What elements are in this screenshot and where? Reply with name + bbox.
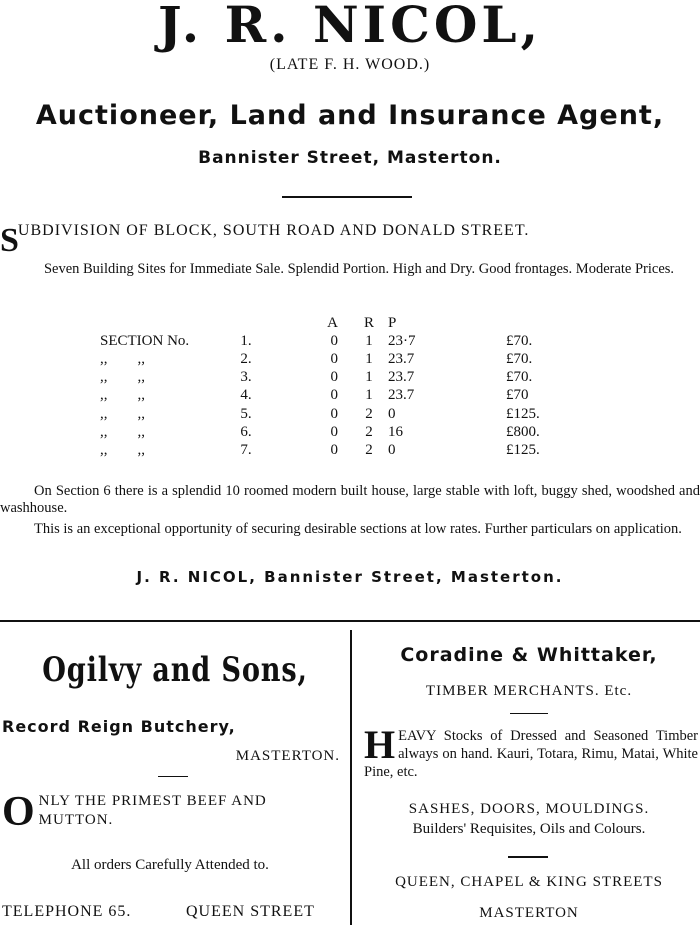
table-row (100, 369, 606, 387)
price-cell: £70. (506, 369, 533, 386)
short-divider (508, 856, 548, 858)
subdivision-description: Seven Building Sites for Immediate Sale. Splendid Portion. High and Dry. Good frontages. Moderate Prices. (43, 261, 675, 277)
builders-line: Builders' Requisites, Oils and Colours. (412, 821, 646, 837)
roods-cell: 2 (365, 441, 373, 458)
column-divider (350, 630, 352, 925)
price-cell: £70. (506, 350, 533, 367)
acres-cell: 0 (330, 350, 338, 367)
coradine-name: Coradine & Whittaker, (400, 644, 658, 666)
section-number-cell: 6. (240, 423, 252, 440)
section-label-cell: ,, ,, (100, 423, 145, 440)
column-header: P (388, 314, 397, 331)
subdivision-heading-text: UBDIVISION OF BLOCK, SOUTH ROAD AND DONALD STREET. (17, 222, 530, 239)
timber-stock-body: EAVY Stocks of Dressed and Seasoned Timber always on hand. Kauri, Totara, Rimu, Matai, White Pine, etc. (364, 728, 698, 780)
ogilvy-street: QUEEN STREET (186, 903, 315, 920)
perches-cell: 16 (388, 423, 403, 440)
timber-stock-text (364, 722, 698, 781)
table-row (100, 350, 606, 368)
section-number-cell: 1. (240, 332, 252, 349)
section-number-cell: 7. (240, 441, 252, 458)
short-dash (158, 776, 188, 777)
profession-heading: Auctioneer, Land and Insurance Agent, (35, 100, 665, 131)
section-number-cell: 4. (240, 387, 252, 404)
subdivision-heading (0, 222, 530, 259)
ogilvy-town: MASTERTON. (235, 748, 340, 764)
roods-cell: 1 (365, 350, 373, 367)
perches-cell: 23·7 (388, 332, 416, 349)
former-name: (LATE F. H. WOOD.) (269, 56, 431, 73)
advertiser-name: J. R. NICOL, (158, 0, 542, 54)
section-label-cell: SECTION No. (100, 332, 190, 349)
roods-cell: 1 (365, 369, 373, 386)
table-header-row (100, 314, 606, 332)
coradine-streets: QUEEN, CHAPEL & KING STREETS (395, 874, 663, 890)
ogilvy-tagline-text: NLY THE PRIMEST BEEF AND MUTTON. (38, 793, 267, 828)
roods-cell: 1 (365, 387, 373, 404)
price-cell: £125. (506, 405, 540, 422)
perches-cell: 23.7 (388, 350, 415, 367)
table-row (100, 332, 606, 350)
perches-cell: 0 (388, 441, 396, 458)
price-cell: £70. (506, 332, 533, 349)
section-number-cell: 5. (240, 405, 252, 422)
section-label-cell: ,, ,, (100, 369, 145, 386)
sections-table (100, 314, 606, 460)
section-label-cell: ,, ,, (100, 350, 145, 367)
section-number-cell: 2. (240, 350, 252, 367)
section-six-paragraph: On Section 6 there is a splendid 10 roomed modern built house, large stable with loft, buggy shed, woodshed and washhouse. (0, 483, 700, 516)
section-label-cell: ,, ,, (100, 387, 145, 404)
table-row (100, 405, 606, 423)
signoff-line: J. R. NICOL, Bannister Street, Masterton. (136, 568, 564, 586)
table-row (100, 387, 606, 405)
orders-note: All orders Carefully Attended to. (71, 857, 269, 873)
price-cell: £70 (506, 387, 529, 404)
business-address: Bannister Street, Masterton. (198, 148, 502, 168)
acres-cell: 0 (330, 369, 338, 386)
ogilvy-name: Ogilvy and Sons, (42, 650, 308, 690)
roods-cell: 1 (365, 332, 373, 349)
acres-cell: 0 (330, 441, 338, 458)
perches-cell: 23.7 (388, 369, 415, 386)
table-row (100, 423, 606, 441)
acres-cell: 0 (330, 423, 338, 440)
trade-description: TIMBER MERCHANTS. Etc. (425, 683, 633, 699)
dropcap-letter: O (2, 789, 36, 835)
dropcap-letter: S (0, 222, 20, 259)
sashes-line: SASHES, DOORS, MOULDINGS. (408, 801, 650, 817)
butchery-name: Record Reign Butchery, (2, 717, 236, 736)
coradine-town: MASTERTON (479, 905, 579, 921)
dropcap-letter: H (364, 722, 396, 767)
short-dash (510, 713, 548, 714)
opportunity-paragraph: This is an exceptional opportunity of securing desirable sections at low rates. Further particulars on application. (34, 521, 682, 537)
column-header: A (327, 314, 338, 331)
telephone-number: TELEPHONE 65. (2, 903, 132, 920)
horizontal-divider (0, 620, 700, 622)
perches-cell: 23.7 (388, 387, 415, 404)
table-row (100, 441, 606, 459)
perches-cell: 0 (388, 405, 396, 422)
price-cell: £125. (506, 441, 540, 458)
section-number-cell: 3. (240, 369, 252, 386)
section-label-cell: ,, ,, (100, 405, 145, 422)
price-cell: £800. (506, 423, 540, 440)
acres-cell: 0 (330, 387, 338, 404)
column-header: R (363, 314, 374, 331)
acres-cell: 0 (330, 332, 338, 349)
ogilvy-tagline (2, 789, 340, 835)
roods-cell: 2 (365, 423, 373, 440)
short-divider (282, 196, 412, 198)
section-label-cell: ,, ,, (100, 441, 145, 458)
roods-cell: 2 (365, 405, 373, 422)
acres-cell: 0 (330, 405, 338, 422)
